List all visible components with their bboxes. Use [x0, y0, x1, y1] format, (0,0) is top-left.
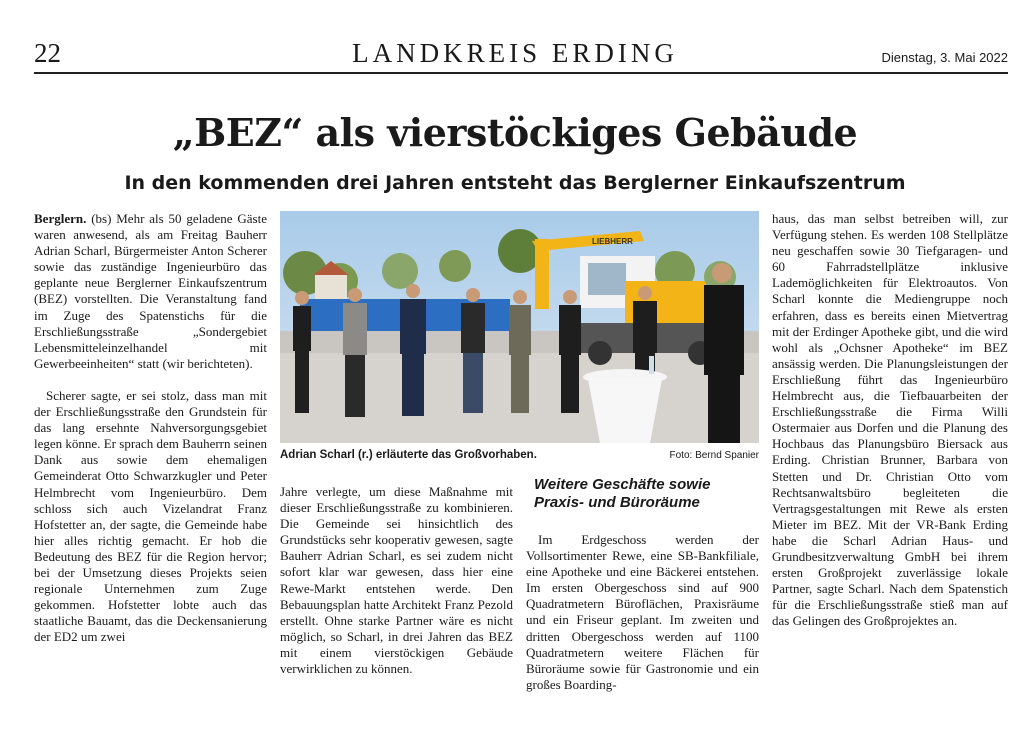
person [509, 290, 531, 413]
article-headline: „BEZ“ als vierstöckiges Gebäude [172, 110, 858, 155]
issue-date: Dienstag, 3. Mai 2022 [881, 50, 1008, 65]
article-interhead: Weitere Geschäfte sowie Praxis- und Büroräume [534, 476, 711, 511]
person [293, 291, 311, 413]
article-column-3 [526, 532, 759, 693]
photo-caption: Adrian Scharl (r.) erläuterte das Großvorhaben. [280, 449, 537, 461]
article-column-1 [34, 211, 267, 645]
article-paragraph-5: haus, das man selbst betreiben will, zur Verfügung stehen. Es werden 108 Stellplätze neu geschaffen sowie 30 Tiefgaragen- und 60 Fahrradstellplätze inklusive Lademöglichkeiten für Elektroautos. Von Scharl konnte die Mediengruppe noch erfahren, dass es bereits einen Mietvertrag mit der Erdinger Apotheke gibt, und die wird wohl als „Ochsner Apotheke“ im BEZ ansässig werden. Die Planungsleistungen der Erschließung führt das Ingenieurbüro Helmbrecht aus, die Tiefbauarbeiten der Erschließungsstraße die Firma Willi Ostermaier aus Dorfen und die Planung des Hochbaus das Planungsbüro Biersack aus Erding. Christian Brunner, Barbara von Stetten und Dr. Christian Otto vom Rechtsanwaltsbüro begleiteten die Vertragsgestaltungen mit Rewe als ersten Mieter im BEZ. Mit der VR-Bank Erding habe die Scharl Adrian Haus- und Grundbesitzverwaltung GmbH bei ihrem ersten Großprojekt zuverlässige lokale Partner, sagte Scharl. Nach dem Spatenstich für die Erschließungsstraße stieß man auf das Gelingen des Großprojektes an. [772, 211, 1008, 629]
photo-credit: Foto: Bernd Spanier [669, 450, 759, 461]
photo-caption-row [280, 449, 759, 465]
article-paragraph-2: Scherer sagte, er sei stolz, dass man mit der Erschließungsstraße den Grundstein für das lang ersehnte Nahversorgungsgebiet legen könne. Er sprach dem Bauherrn seinen Dank aus sowie dem ehemaligen Gemeinderat Otto Schwarzkugler und Peter Helmbrecht vom Ingenieurbüro. Dem schloss sich auch Vizelandrat Franz Hofstetter an, der sagte, die Gemeinde habe hier alles richtig gemacht. Er hob die Bedeutung des BEZ für die Region hervor; bei der Umsetzung dieses Projekts seien regionale Unternehmen zum Zuge gekommen. Hofstetter lobte auch das staatliche Bauamt, das die Deckensanierung der ED2 um zwei [34, 387, 267, 645]
header-rule [34, 72, 1008, 74]
article-column-4 [772, 211, 1008, 629]
person [461, 288, 485, 413]
article-paragraph-1: Berglern. (bs) Mehr als 50 geladene Gäste waren anwesend, als am Freitag Bauherr Adrian Scharl, Bürgermeister Anton Scherer sowie das zuständige Ingenieurbüro das geplante neue Berglerner Einkaufszentrum (BEZ) vorstellten. Die Veranstaltung fand im Zuge des Spatenstichs für die Erschließungsstraße „Sondergebiet Lebensmitteleinzelhandel mit Gewerbeeinheiten“ statt (wir berichteten). [34, 211, 268, 371]
page-number: 22 [34, 38, 61, 68]
article-paragraph-3: Jahre verlegte, um diese Maßnahme mit dieser Erschließungsstraße zu kombinieren. Die Gemeinde sei hinsichtlich des Grundstücks sehr kooperativ gewesen, sagte Bauherr Adrian Scharl, es sei zudem nicht sofort klar war gewesen, dass hier eine Rewe-Markt entstehen werde. Den Bebauungsplan hatte Architekt Franz Pezold erstellt. Ohne starke Partner wäre es nicht möglich, so Scharl, in drei Jahren das BEZ mit einem vierstöckigen Gebäude verwirklichen zu können. [280, 484, 513, 677]
section-title: LANDKREIS ERDING [352, 38, 678, 68]
article-photo [280, 211, 759, 443]
article-subheadline: In den kommenden drei Jahren entsteht das Berglerner Einkaufszentrum [124, 172, 906, 194]
person [559, 290, 581, 413]
person-speaker [704, 263, 744, 443]
article-paragraph-4: Im Erdgeschoss werden der Vollsortimenter Rewe, eine SB-Bankfiliale, eine Apotheke und eine Bäckerei entstehen. Im ersten Obergeschoss sind auf 900 Quadratmetern Büroflächen, Praxisräume und ein Friseur geplant. Im zweiten und dritten Obergeschoss werden auf 1100 Quadratmetern weitere Flächen für Büroräume sowie für Gastronomie und ein großes Boarding- [526, 532, 759, 692]
dateline: Berglern. [34, 211, 87, 226]
person [400, 284, 426, 416]
construction-site-photo [280, 211, 759, 443]
article-column-2 [280, 484, 513, 677]
excavator-brand-label: LIEBHERR [592, 237, 633, 246]
person [343, 288, 367, 417]
